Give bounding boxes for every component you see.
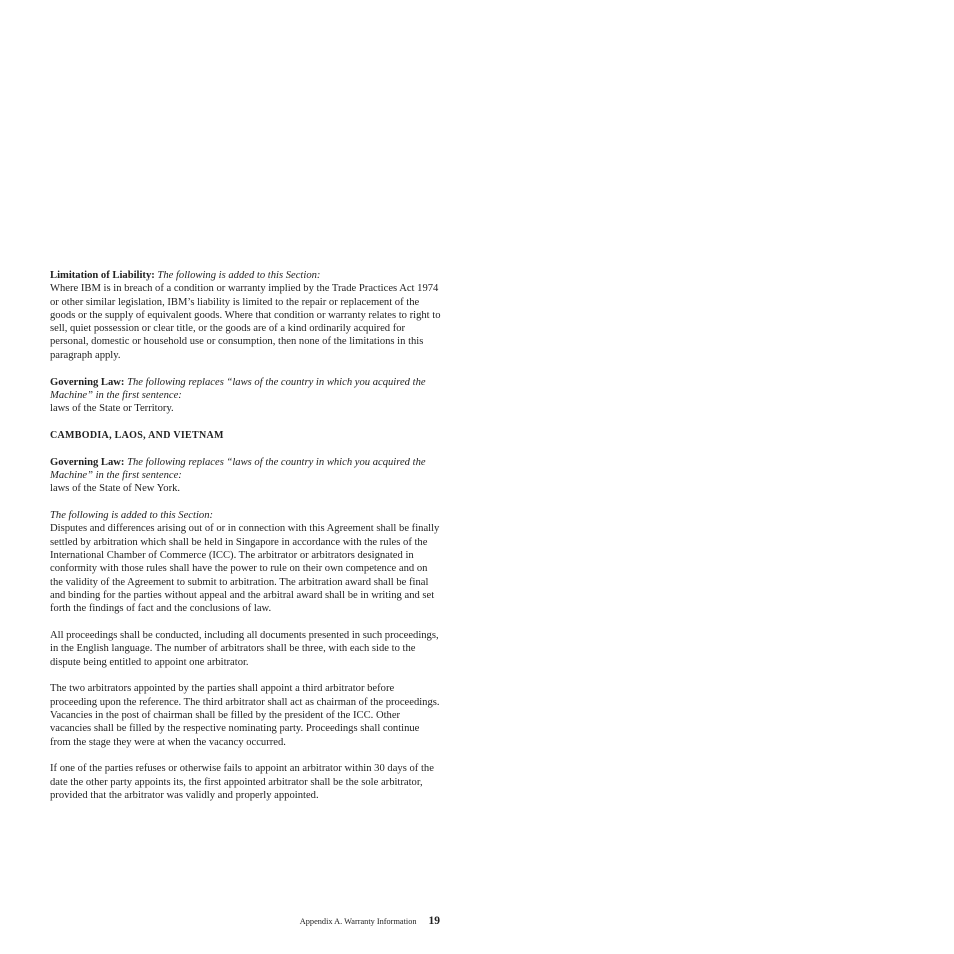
governing-law-lead-2: The following replaces “laws of the country in which you acquired the Machine” in the first sentence: [50,456,426,482]
document-body [50,269,442,816]
page-number: 19 [428,915,440,927]
refuses-paragraph: If one of the parties refuses or otherwise fails to appoint an arbitrator within 30 days of the date the other party appoints its, the first appointed arbitrator shall be the sole arbitrator, provided that the arbitrator was validly and properly appointed. [50,763,434,801]
limitation-of-liability-section [50,269,442,362]
limitation-body: Where IBM is in breach of a condition or warranty implied by the Trade Practices Act 1974 or other similar legislation, IBM’s liability is limited to the repair or replacement of the goods or the supply of equivalent goods. Where that condition or warranty relates to right to sell, quiet possession or clear title, or the goods are of a kind ordinarily acquired for personal, domestic or household use or consumption, then none of the limitations in this paragraph apply. [50,283,441,361]
footer-label: Appendix A. Warranty Information [299,917,417,926]
governing-law-lead-1: The following replaces “laws of the country in which you acquired the Machine” in the first sentence: [50,376,426,401]
governing-law-body-2: laws of the State of New York. [50,483,181,495]
governing-law-heading-1: Governing Law: [50,376,125,388]
arbitration-lead: The following is added to this Section: [50,510,214,522]
governing-law-body-1: laws of the State or Territory. [50,403,174,415]
limitation-heading: Limitation of Liability: [50,270,155,281]
governing-law-section-2 [50,456,442,496]
limitation-lead: The following is added to this Section: [157,270,321,281]
governing-law-section-1 [50,376,442,416]
country-heading: CAMBODIA, LAOS, AND VIETNAM [50,429,224,441]
arbitration-body: Disputes and differences arising out of or in connection with this Agreement shall be finally settled by arbitration which shall be held in Singapore in accordance with the rules of the International Chamber of Commerce (ICC). The arbitrator or arbitrators designated in conformity with those rules shall have the power to rule on their own competence and on the validity of the Agreement to submit to arbitration. The arbitration award shall be final and binding for the parties without appeal and the arbitral award shall be in writing and set forth the findings of fact and the conclusions of law. [50,523,440,615]
page-footer [50,911,440,929]
proceedings-paragraph: All proceedings shall be conducted, including all documents presented in such proceedings, in the English language. The number of arbitrators shall be three, with each side to the dispute being entitled to appoint one arbitrator. [50,630,439,668]
arbitration-section [50,509,442,615]
two-arbitrators-paragraph: The two arbitrators appointed by the parties shall appoint a third arbitrator before proceeding upon the reference. The third arbitrator shall act as chairman of the proceedings. Vacancies in the post of chairman shall be filled by the president of the ICC. Other vacancies shall be filled by the respective nominating party. Proceedings shall continue from the stage they were at when the vacancy occurred. [50,683,440,748]
governing-law-heading-2: Governing Law: [50,456,125,468]
